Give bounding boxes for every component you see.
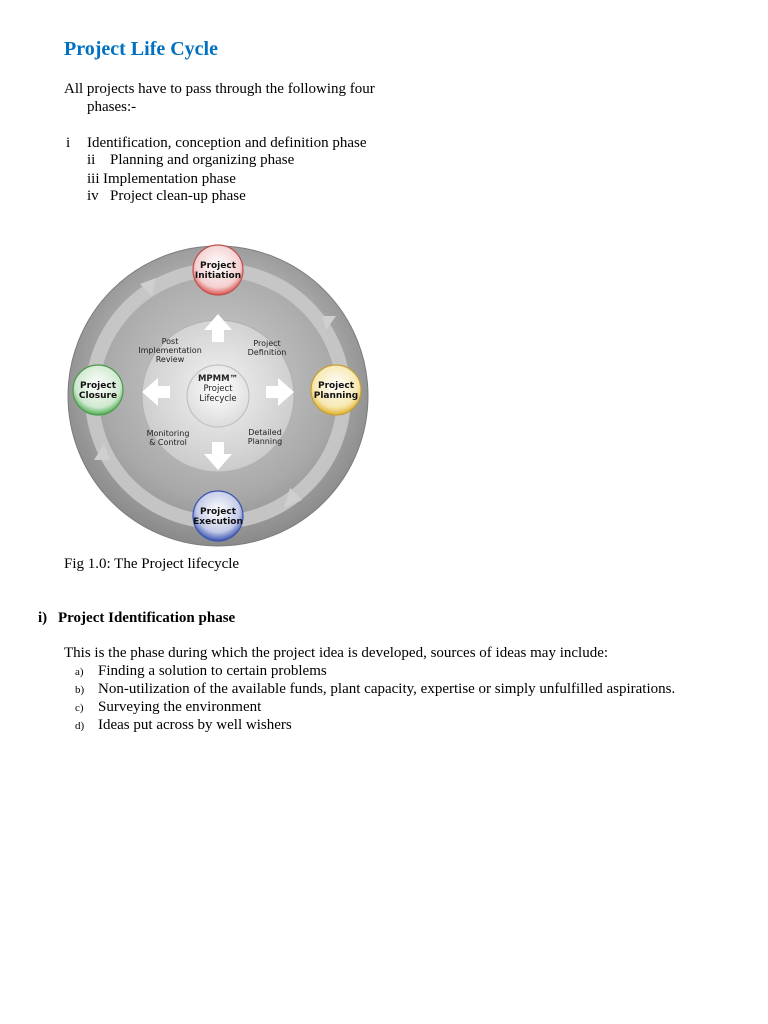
execution-label-1: Project — [199, 507, 237, 517]
phase-text: Identification, conception and definition phase — [87, 135, 367, 151]
initiation-label-2: Initiation — [194, 271, 242, 281]
review-label-3: Review — [155, 355, 185, 364]
closure-label-1: Project — [79, 381, 117, 391]
phase-marker: iv — [87, 188, 99, 204]
phase-marker: i — [66, 135, 71, 151]
execution-label-2: Execution — [193, 517, 243, 527]
section-intro: This is the phase during which the project idea is developed, sources of ideas may include: — [64, 645, 609, 661]
page-title: Project Life Cycle — [64, 38, 218, 60]
list-item-marker: c) — [75, 702, 84, 714]
list-item-marker: a) — [75, 666, 84, 678]
section-heading: Project Identification phase — [58, 610, 236, 626]
monitoring-label-1: Monitoring — [146, 429, 190, 438]
project-lifecycle-diagram — [64, 238, 372, 556]
phase-text: Project clean-up phase — [110, 188, 246, 204]
list-item-marker: b) — [75, 684, 85, 696]
list-item: Finding a solution to certain problems — [98, 663, 327, 679]
intro-line-1: All projects have to pass through the following four — [64, 81, 375, 97]
detailed-label-1: Detailed — [248, 428, 282, 437]
list-item: Ideas put across by well wishers — [98, 717, 292, 733]
definition-label-2: Definition — [247, 348, 287, 357]
phase-marker: ii — [87, 152, 96, 168]
phase-text: Implementation phase — [103, 171, 236, 187]
list-item: Non-utilization of the available funds, plant capacity, expertise or simply unfulfilled aspirations. — [98, 681, 676, 697]
phase-text: Planning and organizing phase — [110, 152, 295, 168]
detailed-label-2: Planning — [247, 437, 283, 446]
center-label-3: Lifecycle — [199, 394, 237, 404]
section-marker: i) — [38, 610, 48, 626]
closure-label-2: Closure — [78, 391, 118, 401]
planning-label-2: Planning — [313, 391, 359, 401]
review-label-2: Implementation — [138, 346, 202, 355]
review-label-1: Post — [161, 337, 179, 346]
phase-marker: iii — [87, 171, 100, 187]
monitoring-label-2: & Control — [149, 438, 187, 447]
center-label-1: MPMM™ — [197, 374, 239, 384]
list-item: Surveying the environment — [98, 699, 262, 715]
definition-label-1: Project — [253, 339, 281, 348]
list-item-marker: d) — [75, 720, 85, 732]
initiation-label-1: Project — [199, 261, 237, 271]
intro-line-2: phases:- — [87, 99, 137, 115]
planning-label-1: Project — [317, 381, 355, 391]
center-label-2: Project — [203, 384, 233, 394]
figure-caption: Fig 1.0: The Project lifecycle — [64, 556, 240, 572]
